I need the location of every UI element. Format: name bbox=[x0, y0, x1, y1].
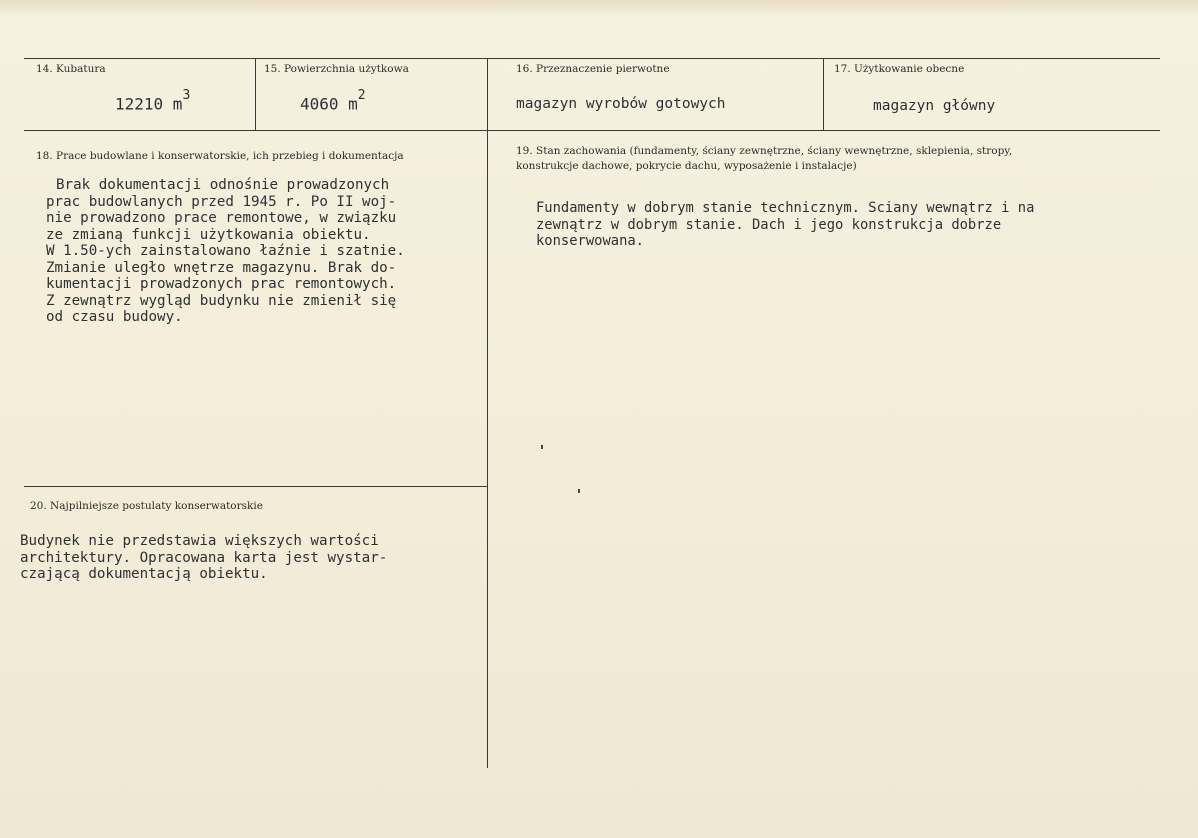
section-15-label: 15. Powierzchnia użytkowa bbox=[264, 63, 409, 75]
section-18-line: nie prowadzono prace remontowe, w związku bbox=[46, 210, 397, 226]
powierzchnia-unit-exponent: 2 bbox=[357, 88, 366, 103]
section-18-line: prac budowlanych przed 1945 r. Po II woj- bbox=[46, 193, 397, 210]
section-20-label: 20. Najpilniejsze postulaty konserwatorskie bbox=[30, 500, 263, 512]
section-16-label: 16. Przeznaczenie pierwotne bbox=[516, 63, 670, 75]
section-18-line: ze zmianą funkcji użytkowania obiektu. bbox=[46, 226, 371, 243]
section-18-line: Z zewnątrz wygląd budynku nie zmienił się bbox=[46, 292, 397, 309]
section-20-line: Budynek nie przedstawia większych wartości bbox=[20, 533, 379, 549]
divider-main bbox=[487, 58, 488, 768]
section-16-value: magazyn wyrobów gotowych bbox=[516, 96, 726, 112]
row1-bottom-rule bbox=[24, 130, 1160, 131]
divider-14-15 bbox=[255, 58, 256, 130]
section-19-line: zewnątrz w dobrym stanie. Dach i jego konstrukcja dobrze bbox=[536, 216, 1002, 233]
section-20-line: architektury. Opracowana karta jest wystar- bbox=[20, 549, 388, 566]
top-rule bbox=[24, 58, 1160, 59]
paper-speck bbox=[541, 445, 543, 449]
section-18-line: kumentacji prowadzonych prac remontowych. bbox=[46, 276, 397, 292]
section-18-text bbox=[46, 177, 405, 326]
powierzchnia-value: 4060 m bbox=[300, 94, 358, 114]
section-18-bottom-rule bbox=[24, 486, 488, 487]
section-19-label-line-2: konstrukcje dachowe, pokrycie dachu, wyposażenie i instalacje) bbox=[516, 160, 857, 172]
section-20-line: czającą dokumentacją obiektu. bbox=[20, 566, 268, 582]
section-17-value: magazyn główny bbox=[873, 98, 996, 114]
paper-top-edge bbox=[0, 0, 1198, 14]
section-18-line: od czasu budowy. bbox=[46, 309, 183, 325]
section-19-line: Fundamenty w dobrym stanie technicznym. Sciany wewnątrz i na bbox=[536, 200, 1035, 216]
divider-16-17 bbox=[823, 58, 824, 130]
section-18-line: Zmianie uległo wnętrze magazynu. Brak do- bbox=[46, 259, 397, 276]
section-14-label: 14. Kubatura bbox=[36, 63, 106, 75]
section-15-value bbox=[300, 88, 366, 114]
section-20-text bbox=[20, 533, 387, 583]
kubatura-value: 12210 m bbox=[115, 94, 183, 114]
section-18-label: 18. Prace budowlane i konserwatorskie, ich przebieg i dokumentacja bbox=[36, 150, 404, 162]
section-18-line: Brak dokumentacji odnośnie prowadzonych bbox=[56, 177, 390, 193]
paper-speck bbox=[578, 489, 580, 493]
section-18-line: W 1.50-ych zainstalowano łaźnie i szatnie. bbox=[46, 243, 405, 259]
section-14-value bbox=[115, 88, 191, 114]
kubatura-unit-exponent: 3 bbox=[182, 88, 191, 103]
section-19-line: konserwowana. bbox=[536, 233, 644, 249]
section-17-label: 17. Użytkowanie obecne bbox=[834, 63, 965, 75]
section-19-label-line-1: 19. Stan zachowania (fundamenty, ściany zewnętrzne, ściany wewnętrzne, sklepienia, stropy, bbox=[516, 145, 1013, 157]
section-19-text bbox=[536, 200, 1034, 250]
